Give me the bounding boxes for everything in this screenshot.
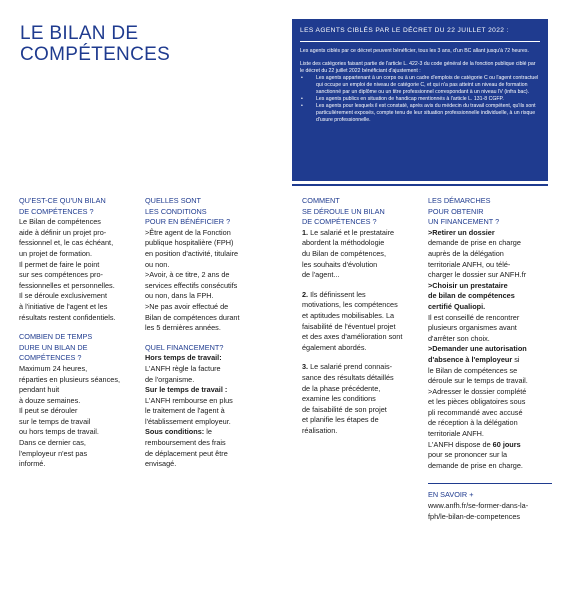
text-line: et planifie les étapes de <box>302 415 379 425</box>
step-number: 3. <box>302 362 309 372</box>
heading-line: EN SAVOIR + <box>428 490 474 500</box>
heading-what-is <box>19 196 143 217</box>
text-line: charger le dossier sur ANFH.fr <box>428 270 527 280</box>
paragraph-what-is <box>19 217 143 323</box>
text-line: Il se déroule exclusivement <box>19 291 108 301</box>
paragraph-steps <box>428 228 552 472</box>
heading-funding <box>145 343 269 354</box>
heading-line: DURE UN BILAN DE <box>19 342 88 352</box>
text-line: examine les conditions <box>302 394 376 404</box>
text-line: L'ANFH règle la facture <box>145 363 221 373</box>
text-line: les souhaits d'évolution <box>302 259 378 269</box>
decree-box-title: LES AGENTS CIBLÉS PAR LE DÉCRET DU 22 JUILLET 2022 : <box>300 27 509 34</box>
heading-line: COMMENT <box>302 196 340 205</box>
text-fragment: L'ANFH dispose de <box>428 439 493 449</box>
page-title <box>20 23 260 65</box>
text-fragment: Le salarié et le prestataire <box>310 227 395 237</box>
text-line: abordent la méthodologie <box>302 238 385 248</box>
text-line: déroule sur le temps de travail. <box>428 376 528 386</box>
decree-box-bottom-rule <box>292 184 548 186</box>
text-line: et aptitudes mobilisables. La <box>302 310 395 320</box>
text-line: réalisation. <box>302 425 338 435</box>
heading-line: COMBIEN DE TEMPS <box>19 332 93 342</box>
paragraph-duration <box>19 364 143 470</box>
text-line: un projet de formation. <box>19 248 93 258</box>
link-line[interactable]: www.anfh.fr/se-former-dans-la- <box>428 501 529 511</box>
text-fragment: Le salarié prend connais- <box>310 362 393 372</box>
heading-line: QUELLES SONT <box>145 196 201 205</box>
text-line: de déplacement peut être <box>145 448 228 458</box>
text-fragment: si <box>512 354 520 364</box>
text-line: l'établissement employeur. <box>145 416 231 426</box>
decree-info-box <box>292 19 548 181</box>
text-line: réparties en plusieurs séances, <box>19 374 120 384</box>
text-line: l'employeur n'est pas <box>19 448 88 458</box>
heading-duration <box>19 332 143 364</box>
column-steps-funding <box>428 196 552 522</box>
decree-list-intro: Liste des catégories faisant partie de l'article L. 422-3 du code général de la fonction publique ciblé par le décret du 22 juillet 2022 bénéficiant d'ajustement : <box>300 61 536 74</box>
text-line: envisagé. <box>145 459 177 469</box>
text-line: le traitement de l'agent à <box>145 406 225 416</box>
link-line[interactable]: fph/le-bilan-de-competences <box>428 511 521 521</box>
column-process <box>302 196 426 436</box>
text-line: sur le temps de travail <box>19 416 91 426</box>
text-line: >Avoir, à ce titre, 2 ans de <box>145 270 230 280</box>
heading-line: LES CONDITIONS <box>145 206 207 216</box>
text-line: sur ses compétences pro- <box>19 270 103 280</box>
text-line: et des axes d'amélioration sont <box>302 332 403 342</box>
text-line: auprès de la délégation <box>428 248 504 258</box>
heading-line: DE COMPÉTENCES ? <box>302 217 377 227</box>
text-line: ou hors temps de travail. <box>19 427 99 437</box>
text-line: sance des résultats détaillés <box>302 372 394 382</box>
text-line: >Être agent de la Fonction <box>145 227 231 237</box>
heading-line: POUR OBTENIR <box>428 206 484 216</box>
step-2 <box>302 290 426 354</box>
text-line <box>302 228 426 239</box>
text-line: de la phase précédente, <box>302 383 381 393</box>
column-what-is <box>19 196 143 470</box>
bold-label: certifié Qualiopi. <box>428 301 486 311</box>
bold-label: Sous conditions: <box>145 427 205 437</box>
step-3 <box>302 362 426 436</box>
text-fragment: le <box>204 427 212 437</box>
text-line: plusieurs organismes avant <box>428 323 517 333</box>
text-line: >Ne pas avoir effectué de <box>145 301 229 311</box>
text-line <box>302 290 426 301</box>
text-line: du Bilan de compétences, <box>302 248 386 258</box>
decree-list-item: • Les agents pour lesquels il est constaté, après avis du médecin du travail compétent, qu'ils sont particulièrement exposés, compte tenu de leur situation professionnelle individuelle, à un risque d'usure professionnelle. <box>300 103 540 124</box>
learn-more-link[interactable] <box>428 501 552 522</box>
bold-label: 60 jours <box>492 439 521 449</box>
step-number: 2. <box>302 289 309 299</box>
paragraph-funding <box>145 353 269 470</box>
bold-label: >Demander une autorisation <box>428 344 527 354</box>
decree-list-item: • Les agents appartenant à un corps ou à un cadre d'emplois de catégorie C ou l'agent contractuel qui occupe un emploi de niveau de catégorie C, et qui n'a pas atteint un niveau de formation sanctionné par un diplôme ou un titre professionnel correspondant à un niveau IV (infra bac). <box>300 75 540 96</box>
text-line: remboursement des frais <box>145 438 226 448</box>
decree-list-item: • Les agents publics en situation de handicap mentionnés à l'article L. 131-8 CGFP. <box>300 96 540 103</box>
text-line: de faisabilité de son projet <box>302 404 387 414</box>
decree-list <box>300 75 540 124</box>
heading-line: QU'EST-CE QU'UN BILAN <box>19 196 106 205</box>
heading-line: SE DÉROULE UN BILAN <box>302 206 385 216</box>
text-line: pli recommandé avec accusé <box>428 407 523 417</box>
text-line: Dans ce dernier cas, <box>19 438 86 448</box>
heading-line: LES DÉMARCHES <box>428 196 491 205</box>
text-line <box>428 440 552 451</box>
text-line: Il peut se dérouler <box>19 406 78 416</box>
text-line <box>302 362 426 373</box>
text-line: résultats restent confidentiels. <box>19 312 116 322</box>
decree-box-divider <box>300 41 540 42</box>
text-line: Il permet de faire le point <box>19 259 100 269</box>
text-line: Il est conseillé de rencontrer <box>428 312 520 322</box>
learn-more-heading <box>428 483 552 501</box>
text-line: Maximum 24 heures, <box>19 363 88 373</box>
text-line: de réception à la délégation <box>428 418 518 428</box>
step-1 <box>302 228 426 281</box>
text-line: fessionnel et, le cas échéant, <box>19 238 114 248</box>
paragraph-conditions <box>145 228 269 334</box>
decree-intro: Les agents ciblés par ce décret peuvent bénéficier, tous les 3 ans, d'un BC allant jusqu'à 72 heures. <box>300 48 529 54</box>
text-line: également abordés. <box>302 342 367 352</box>
text-line: les 5 dernières années. <box>145 323 221 333</box>
text-line: >Adresser le dossier complété <box>428 386 527 396</box>
heading-conditions <box>145 196 269 228</box>
text-line: de l'agent... <box>302 270 340 280</box>
text-line: pendant huit <box>19 385 60 395</box>
heading-line: UN FINANCEMENT ? <box>428 217 500 227</box>
text-line: services effectifs consécutifs <box>145 280 238 290</box>
heading-line: COMPÉTENCES ? <box>19 353 82 363</box>
text-line <box>145 427 269 438</box>
text-line: publique hospitalière (FPH) <box>145 238 234 248</box>
text-line: aide à définir un projet pro- <box>19 227 107 237</box>
text-line: demande de prise en charge <box>428 238 521 248</box>
heading-line: POUR EN BÉNÉFICIER ? <box>145 217 231 227</box>
text-fragment: Ils définissent les <box>310 289 366 299</box>
text-line: pour se prononcer sur la <box>428 450 508 460</box>
text-line: demande de prise en charge. <box>428 460 523 470</box>
text-line: le Bilan de compétences se <box>428 365 518 375</box>
text-line: ou non, dans la FPH. <box>145 291 214 301</box>
heading-line: DE COMPÉTENCES ? <box>19 206 94 216</box>
text-line: ou non. <box>145 259 170 269</box>
text-line: à l'initiative de l'agent et les <box>19 301 108 311</box>
bold-label: Hors temps de travail: <box>145 353 222 363</box>
text-line: d'arrêter son choix. <box>428 333 490 343</box>
text-line: à douze semaines. <box>19 395 81 405</box>
bold-label: d'absence à l'employeur <box>428 354 513 364</box>
text-line: L'ANFH rembourse en plus <box>145 395 233 405</box>
text-line: territoriale ANFH, ou télé- <box>428 259 511 269</box>
text-line: informé. <box>19 459 46 469</box>
heading-line: QUEL FINANCEMENT? <box>145 342 224 352</box>
text-line: Bilan de compétences durant <box>145 312 240 322</box>
text-line: en position d'activité, titulaire <box>145 248 239 258</box>
text-line: territoriale ANFH. <box>428 429 484 439</box>
step-number: 1. <box>302 227 309 237</box>
bold-label: >Choisir un prestataire <box>428 280 508 290</box>
page-title-line-2: COMPÉTENCES <box>20 44 171 65</box>
column-conditions <box>145 196 269 470</box>
text-line: faisabilité de l'éventuel projet <box>302 321 396 331</box>
text-line: motivations, les compétences <box>302 300 398 310</box>
heading-steps-funding <box>428 196 552 228</box>
text-line <box>428 355 552 366</box>
text-line: et les pièces obligatoires sous <box>428 397 526 407</box>
text-line: Le Bilan de compétences <box>19 217 101 227</box>
text-line: fessionnelles et personnelles. <box>19 280 115 290</box>
text-line: de l'organisme. <box>145 374 195 384</box>
bold-label: Sur le temps de travail : <box>145 385 228 395</box>
bold-label: de bilan de compétences <box>428 291 515 301</box>
heading-process <box>302 196 426 228</box>
bold-label: >Retirer un dossier <box>428 227 495 237</box>
page-title-line-1: LE BILAN DE <box>20 23 139 44</box>
